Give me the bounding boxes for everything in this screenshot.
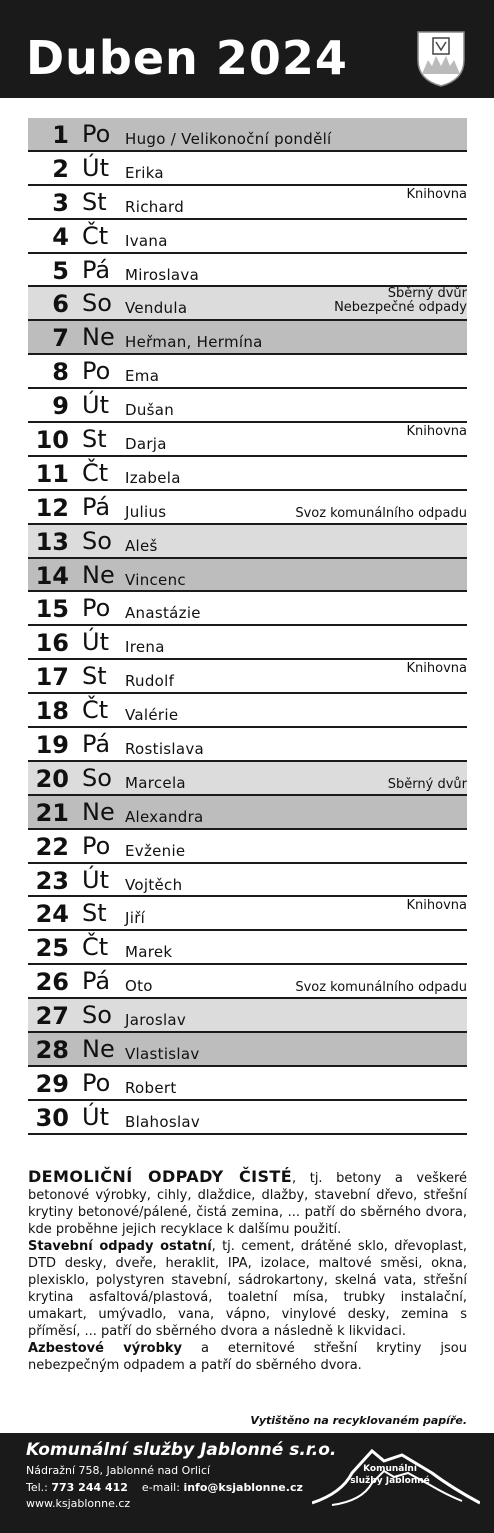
- day-of-week: Út: [82, 628, 109, 657]
- day-number: 25: [35, 934, 69, 963]
- info-heading: DEMOLIČNÍ ODPADY ČISTÉ: [28, 1167, 293, 1186]
- name-day: Valérie: [125, 706, 179, 725]
- info-paragraph: [28, 1340, 467, 1374]
- day-number: 13: [35, 527, 69, 556]
- day-of-week: Út: [82, 865, 109, 894]
- name-day: Blahoslav: [125, 1112, 201, 1131]
- page-header: [0, 0, 494, 98]
- day-of-week: Pá: [82, 730, 111, 759]
- day-number: 21: [35, 798, 69, 827]
- day-of-week: Ne: [82, 797, 115, 826]
- day-note: [407, 425, 467, 439]
- logo-text: [340, 1463, 440, 1487]
- day-note-line: Knihovna: [406, 661, 467, 677]
- calendar-day-row: [28, 762, 467, 796]
- name-day: Richard: [125, 197, 185, 216]
- tel-label: Tel.:: [26, 1481, 52, 1494]
- day-number: 14: [35, 561, 69, 590]
- day-of-week: St: [82, 187, 107, 216]
- calendar-day-row: [28, 965, 467, 999]
- day-of-week: So: [82, 763, 112, 792]
- town-crest-icon: [416, 30, 466, 88]
- day-of-week: Ne: [82, 323, 115, 352]
- day-of-week: Ne: [82, 1035, 115, 1064]
- info-paragraph: [28, 1238, 467, 1340]
- name-day: Marcela: [125, 773, 186, 792]
- day-of-week: St: [82, 662, 107, 691]
- calendar-day-row: [28, 525, 467, 559]
- day-number: 3: [52, 188, 69, 217]
- calendar-day-row: [28, 423, 467, 457]
- name-day: Darja: [125, 435, 167, 454]
- calendar-table: [28, 118, 467, 1135]
- name-day: Vlastislav: [125, 1045, 200, 1064]
- info-text: , tj. betony a veškeré betonové výrobky, cihly, dlaždice, dlažby, stavební dřevo, střešní krytiny betonové/pálené, čistá zemina, ... patří do sběrného dvora, kde proběhne jejich recyklace k dalšímu použití.: [28, 1171, 468, 1237]
- day-number: 19: [35, 731, 69, 760]
- calendar-day-row: [28, 660, 467, 694]
- day-note-line: Knihovna: [406, 186, 467, 202]
- name-day: Jiří: [125, 909, 146, 928]
- day-number: 24: [35, 900, 69, 929]
- calendar-day-row: [28, 186, 467, 220]
- company-footer: [0, 1433, 494, 1533]
- name-day: Anastázie: [125, 604, 201, 623]
- day-of-week: Čt: [82, 933, 109, 962]
- day-number: 17: [35, 663, 69, 692]
- name-day: Ivana: [125, 231, 168, 250]
- day-number: 29: [35, 1069, 69, 1098]
- name-day: Heřman, Hermína: [125, 333, 263, 352]
- calendar-day-row: [28, 1067, 467, 1101]
- phone-number: 773 244 412: [51, 1481, 128, 1494]
- logo-line: služby Jablonné: [350, 1476, 430, 1486]
- day-number: 7: [52, 324, 69, 353]
- day-number: 5: [52, 256, 69, 285]
- calendar-day-row: [28, 254, 467, 288]
- day-of-week: So: [82, 1001, 112, 1030]
- day-of-week: St: [82, 899, 107, 928]
- day-of-week: St: [82, 425, 107, 454]
- calendar-day-row: [28, 931, 467, 965]
- day-of-week: Po: [82, 120, 111, 148]
- info-text: a eternitové střešní krytiny jsou nebezpečným odpadem a patří do sběrného dvora.: [28, 1341, 467, 1373]
- day-of-week: Ne: [82, 560, 115, 589]
- name-day: Alexandra: [125, 807, 204, 826]
- day-of-week: Pá: [82, 492, 111, 521]
- day-number: 16: [35, 629, 69, 658]
- day-note: [407, 188, 467, 202]
- day-note: [295, 507, 467, 521]
- recycled-paper-note: Vytištěno na recyklovaném papíře.: [250, 1414, 467, 1427]
- day-of-week: Pá: [82, 967, 111, 996]
- day-note-line: Sběrný dvůr: [387, 286, 467, 302]
- day-number: 23: [35, 866, 69, 895]
- name-day: Rostislava: [125, 740, 205, 759]
- name-day: Marek: [125, 943, 173, 962]
- calendar-day-row: [28, 830, 467, 864]
- contact-line: [26, 1480, 303, 1495]
- calendar-day-row: [28, 1101, 467, 1135]
- calendar-day-row: [28, 626, 467, 660]
- calendar-day-row: [28, 220, 467, 254]
- day-number: 20: [35, 764, 69, 793]
- day-of-week: Po: [82, 1068, 111, 1097]
- name-day: Dušan: [125, 401, 175, 420]
- calendar-day-row: [28, 491, 467, 525]
- day-number: 15: [35, 595, 69, 624]
- info-heading: Stavební odpady ostatní: [28, 1239, 212, 1254]
- name-day: Ema: [125, 367, 160, 386]
- calendar-day-row: [28, 592, 467, 626]
- day-number: 11: [35, 459, 69, 488]
- day-number: 12: [35, 493, 69, 522]
- day-note: [388, 778, 467, 792]
- day-number: 30: [35, 1103, 69, 1132]
- info-paragraph: [28, 1168, 467, 1238]
- day-number: 18: [35, 697, 69, 726]
- calendar-day-row: [28, 321, 467, 355]
- name-day: Aleš: [125, 536, 158, 555]
- info-text: , tj. cement, drátěné sklo, dřevoplast, DTD desky, dveře, heraklit, IPA, izolace, maltové směsi, okna, plexisklo, polystyren stavební, sádrokartony, skelná vata, střešní krytina asfaltová/plastová, toaletní mísa, trubky instalační, umakart, umývadlo, vana, vápno, vinylové desky, zemina s příměsí, ... patří do sběrného dvora a následně k likvidaci.: [28, 1239, 467, 1339]
- day-note-line: Nebezpečné odpady: [334, 300, 467, 316]
- calendar-day-row: [28, 728, 467, 762]
- page-title: Duben 2024: [26, 31, 348, 85]
- day-note-line: Knihovna: [406, 424, 467, 440]
- day-number: 22: [35, 832, 69, 861]
- name-day: Oto: [125, 977, 153, 996]
- calendar-day-row: [28, 694, 467, 728]
- website: www.ksjablonne.cz: [26, 1497, 131, 1510]
- name-day: Hugo / Velikonoční pondělí: [125, 130, 332, 148]
- day-of-week: Út: [82, 1102, 109, 1131]
- day-of-week: So: [82, 526, 112, 555]
- day-note-line: Knihovna: [406, 898, 467, 914]
- calendar-day-row: [28, 864, 467, 898]
- calendar-day-row: [28, 559, 467, 593]
- day-of-week: Pá: [82, 255, 111, 284]
- logo-line: Komunální: [363, 1464, 417, 1474]
- day-note-line: Svoz komunálního odpadu: [295, 505, 467, 521]
- day-number: 6: [52, 290, 69, 319]
- calendar-day-row: [28, 118, 467, 152]
- info-heading: Azbestové výrobky: [28, 1341, 183, 1356]
- name-day: Irena: [125, 638, 165, 657]
- day-note: [407, 899, 467, 913]
- name-day: Evženie: [125, 841, 186, 860]
- name-day: Miroslava: [125, 265, 200, 284]
- company-name: Komunální služby Jablonné s.r.o.: [26, 1440, 337, 1460]
- day-number: 27: [35, 1002, 69, 1031]
- name-day: Robert: [125, 1078, 177, 1097]
- day-number: 1: [52, 121, 69, 149]
- name-day: Vendula: [125, 299, 188, 318]
- email-label: e-mail:: [141, 1481, 184, 1494]
- day-of-week: Út: [82, 391, 109, 420]
- name-day: Jaroslav: [125, 1011, 187, 1030]
- day-note-line: Sběrný dvůr: [387, 776, 467, 792]
- name-day: Izabela: [125, 468, 181, 487]
- name-day: Rudolf: [125, 672, 175, 691]
- calendar-day-row: [28, 287, 467, 321]
- day-of-week: Čt: [82, 221, 109, 250]
- day-number: 28: [35, 1036, 69, 1065]
- day-number: 9: [52, 392, 69, 421]
- name-day: Vincenc: [125, 570, 186, 589]
- company-address: Nádražní 758, Jablonné nad Orlicí: [26, 1464, 211, 1477]
- calendar-day-row: [28, 355, 467, 389]
- day-number: 10: [35, 426, 69, 455]
- calendar-day-row: [28, 389, 467, 423]
- waste-info: [28, 1168, 467, 1374]
- day-note: [407, 662, 467, 676]
- day-number: 2: [52, 154, 69, 183]
- day-note: [334, 287, 467, 315]
- calendar-day-row: [28, 457, 467, 491]
- day-of-week: Út: [82, 153, 109, 182]
- day-number: 8: [52, 358, 69, 387]
- calendar-day-row: [28, 897, 467, 931]
- day-of-week: So: [82, 289, 112, 318]
- day-number: 26: [35, 968, 69, 997]
- day-note: [295, 981, 467, 995]
- day-of-week: Čt: [82, 458, 109, 487]
- email-address: info@ksjablonne.cz: [183, 1481, 303, 1494]
- name-day: Vojtěch: [125, 875, 183, 894]
- day-of-week: Po: [82, 831, 111, 860]
- calendar-day-row: [28, 1033, 467, 1067]
- name-day: Erika: [125, 163, 164, 182]
- day-of-week: Po: [82, 594, 111, 623]
- day-of-week: Po: [82, 357, 111, 386]
- name-day: Julius: [125, 502, 167, 521]
- calendar-day-row: [28, 796, 467, 830]
- day-of-week: Čt: [82, 696, 109, 725]
- day-number: 4: [52, 222, 69, 251]
- calendar-day-row: [28, 152, 467, 186]
- day-note-line: Svoz komunálního odpadu: [295, 980, 467, 996]
- calendar-day-row: [28, 999, 467, 1033]
